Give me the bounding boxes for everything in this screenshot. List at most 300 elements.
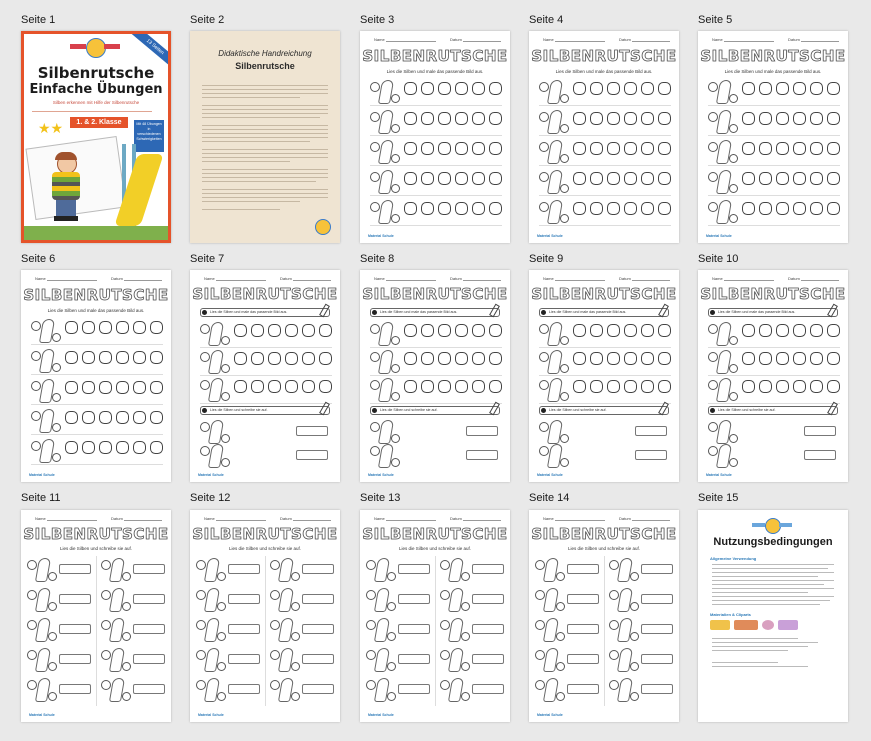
cover-tagline: Silben erkennen mit Hilfe der Silbenrutsche [52, 100, 140, 105]
picture-option-icon[interactable] [624, 352, 637, 365]
write-line[interactable] [472, 624, 504, 634]
write-line[interactable] [472, 564, 504, 574]
page-thumbnail-12[interactable] [190, 510, 340, 722]
write-line[interactable] [133, 564, 165, 574]
picture-option-icon[interactable] [150, 381, 163, 394]
write-line[interactable] [302, 624, 334, 634]
picture-option-icon[interactable] [82, 441, 95, 454]
task-bar [370, 308, 500, 317]
picture-option-icon[interactable] [472, 142, 485, 155]
picture-option-icon[interactable] [285, 352, 298, 365]
picture-option-icon[interactable] [319, 352, 332, 365]
picture-option-icon[interactable] [573, 202, 586, 215]
write-line[interactable] [567, 624, 599, 634]
syllable-circle [391, 124, 400, 133]
picture-option-icon[interactable] [133, 351, 146, 364]
page-thumbnail-5[interactable] [698, 31, 848, 243]
picture-option-icon[interactable] [302, 380, 315, 393]
picture-option-icon[interactable] [302, 324, 315, 337]
picture-option-icon[interactable] [455, 172, 468, 185]
picture-option-icon[interactable] [421, 142, 434, 155]
picture-option-icon[interactable] [793, 82, 806, 95]
syllable-row [539, 108, 671, 136]
page-thumbnail-6[interactable] [21, 270, 171, 482]
picture-option-icon[interactable] [641, 82, 654, 95]
write-line[interactable] [59, 594, 91, 604]
picture-option-icon[interactable] [607, 202, 620, 215]
write-line[interactable] [641, 654, 673, 664]
picture-option-icon[interactable] [607, 380, 620, 393]
picture-option-icon[interactable] [150, 441, 163, 454]
picture-option-icon[interactable] [742, 172, 755, 185]
picture-option-icon[interactable] [590, 172, 603, 185]
write-line[interactable] [59, 564, 91, 574]
picture-option-icon[interactable] [827, 380, 840, 393]
picture-option-icon[interactable] [65, 381, 78, 394]
picture-option-icon[interactable] [65, 441, 78, 454]
picture-option-icon[interactable] [421, 380, 434, 393]
picture-option-icon[interactable] [827, 324, 840, 337]
picture-option-icon[interactable] [658, 202, 671, 215]
write-row [535, 556, 601, 584]
picture-option-icon[interactable] [624, 112, 637, 125]
picture-option-icon[interactable] [472, 82, 485, 95]
picture-option-icon[interactable] [65, 411, 78, 424]
write-line[interactable] [804, 426, 836, 436]
picture-option-icon[interactable] [742, 202, 755, 215]
picture-option-icon[interactable] [776, 380, 789, 393]
picture-option-icon[interactable] [590, 380, 603, 393]
picture-option-icon[interactable] [590, 142, 603, 155]
syllable-circle [539, 82, 549, 92]
picture-option-icon[interactable] [742, 324, 755, 337]
picture-option-icon[interactable] [455, 324, 468, 337]
picture-option-icon[interactable] [827, 142, 840, 155]
picture-option-icon[interactable] [99, 321, 112, 334]
picture-option-icon[interactable] [421, 324, 434, 337]
syllable-circle [122, 602, 131, 611]
picture-option-icon[interactable] [759, 380, 772, 393]
picture-option-icon[interactable] [590, 324, 603, 337]
picture-option-icon[interactable] [268, 380, 281, 393]
picture-option-icon[interactable] [658, 380, 671, 393]
picture-option-icon[interactable] [810, 172, 823, 185]
picture-option-icon[interactable] [759, 202, 772, 215]
picture-options [404, 172, 502, 188]
write-line[interactable] [466, 426, 498, 436]
picture-option-icon[interactable] [793, 112, 806, 125]
picture-option-icon[interactable] [251, 324, 264, 337]
picture-option-icon[interactable] [658, 82, 671, 95]
picture-option-icon[interactable] [404, 352, 417, 365]
picture-option-icon[interactable] [590, 112, 603, 125]
picture-option-icon[interactable] [455, 142, 468, 155]
picture-option-icon[interactable] [489, 352, 502, 365]
picture-option-icon[interactable] [607, 352, 620, 365]
picture-option-icon[interactable] [438, 352, 451, 365]
picture-option-icon[interactable] [99, 351, 112, 364]
write-line[interactable] [398, 564, 430, 574]
picture-option-icon[interactable] [234, 324, 247, 337]
syllable-row [539, 78, 671, 106]
picture-option-icon[interactable] [319, 380, 332, 393]
page-label: Seite 3 [360, 14, 395, 26]
write-line[interactable] [228, 624, 260, 634]
picture-option-icon[interactable] [65, 321, 78, 334]
picture-option-icon[interactable] [99, 381, 112, 394]
picture-option-icon[interactable] [133, 441, 146, 454]
picture-option-icon[interactable] [776, 352, 789, 365]
picture-option-icon[interactable] [573, 352, 586, 365]
picture-option-icon[interactable] [404, 172, 417, 185]
picture-option-icon[interactable] [742, 352, 755, 365]
write-line[interactable] [398, 654, 430, 664]
picture-option-icon[interactable] [99, 441, 112, 454]
picture-option-icon[interactable] [133, 321, 146, 334]
write-line[interactable] [466, 450, 498, 460]
page-thumbnail-15[interactable] [698, 510, 848, 722]
picture-option-icon[interactable] [573, 380, 586, 393]
page-thumbnail-8[interactable] [360, 270, 510, 482]
write-line[interactable] [296, 426, 328, 436]
page-thumbnail-4[interactable] [529, 31, 679, 243]
picture-option-icon[interactable] [624, 142, 637, 155]
picture-option-icon[interactable] [827, 202, 840, 215]
page-label: Seite 6 [21, 253, 56, 265]
syllable-circle [31, 321, 41, 331]
picture-option-icon[interactable] [573, 172, 586, 185]
picture-option-icon[interactable] [472, 202, 485, 215]
write-line[interactable] [472, 684, 504, 694]
write-line[interactable] [472, 594, 504, 604]
picture-option-icon[interactable] [810, 82, 823, 95]
picture-option-icon[interactable] [489, 380, 502, 393]
picture-option-icon[interactable] [759, 112, 772, 125]
picture-option-icon[interactable] [438, 112, 451, 125]
picture-option-icon[interactable] [116, 321, 129, 334]
picture-option-icon[interactable] [641, 352, 654, 365]
picture-option-icon[interactable] [641, 142, 654, 155]
write-line[interactable] [228, 654, 260, 664]
picture-option-icon[interactable] [658, 352, 671, 365]
write-line[interactable] [641, 564, 673, 574]
picture-option-icon[interactable] [776, 202, 789, 215]
picture-option-icon[interactable] [472, 380, 485, 393]
picture-option-icon[interactable] [607, 82, 620, 95]
picture-option-icon[interactable] [759, 324, 772, 337]
picture-option-icon[interactable] [489, 142, 502, 155]
write-line[interactable] [641, 624, 673, 634]
syllable-circle [461, 692, 470, 701]
syllable-circle [200, 380, 210, 390]
syllable-circle [31, 411, 41, 421]
page-thumbnail-3[interactable] [360, 31, 510, 243]
write-line[interactable] [302, 654, 334, 664]
picture-option-icon[interactable] [607, 142, 620, 155]
picture-option-icon[interactable] [404, 380, 417, 393]
write-line[interactable] [641, 684, 673, 694]
page-thumbnail-14[interactable] [529, 510, 679, 722]
picture-option-icon[interactable] [82, 411, 95, 424]
picture-option-icon[interactable] [472, 324, 485, 337]
picture-option-icon[interactable] [82, 351, 95, 364]
picture-option-icon[interactable] [810, 352, 823, 365]
picture-option-icon[interactable] [438, 142, 451, 155]
picture-option-icon[interactable] [624, 324, 637, 337]
picture-option-icon[interactable] [742, 82, 755, 95]
picture-option-icon[interactable] [302, 352, 315, 365]
picture-option-icon[interactable] [489, 112, 502, 125]
picture-option-icon[interactable] [742, 142, 755, 155]
picture-option-icon[interactable] [827, 352, 840, 365]
picture-option-icon[interactable] [489, 172, 502, 185]
picture-options [65, 381, 163, 397]
picture-options [573, 172, 671, 188]
picture-option-icon[interactable] [319, 324, 332, 337]
picture-option-icon[interactable] [116, 411, 129, 424]
picture-option-icon[interactable] [641, 380, 654, 393]
picture-option-icon[interactable] [776, 82, 789, 95]
write-line[interactable] [398, 594, 430, 604]
picture-option-icon[interactable] [810, 142, 823, 155]
picture-option-icon[interactable] [455, 202, 468, 215]
picture-option-icon[interactable] [133, 381, 146, 394]
write-line[interactable] [228, 594, 260, 604]
picture-option-icon[interactable] [624, 202, 637, 215]
write-row [440, 676, 506, 704]
write-line[interactable] [133, 654, 165, 664]
picture-option-icon[interactable] [573, 112, 586, 125]
picture-option-icon[interactable] [590, 82, 603, 95]
write-row [609, 586, 675, 614]
syllable-row [708, 78, 840, 106]
picture-option-icon[interactable] [438, 82, 451, 95]
picture-option-icon[interactable] [641, 202, 654, 215]
syllable-circle [440, 650, 450, 660]
picture-option-icon[interactable] [116, 381, 129, 394]
picture-options [404, 142, 502, 158]
write-line[interactable] [567, 564, 599, 574]
date-label: Datum [788, 276, 800, 281]
write-line[interactable] [398, 624, 430, 634]
write-line[interactable] [59, 654, 91, 664]
picture-option-icon[interactable] [455, 82, 468, 95]
picture-option-icon[interactable] [133, 411, 146, 424]
picture-option-icon[interactable] [793, 352, 806, 365]
syllable-circle [221, 458, 230, 467]
write-line[interactable] [228, 684, 260, 694]
picture-option-icon[interactable] [793, 380, 806, 393]
syllable-circle [560, 392, 569, 401]
write-line[interactable] [567, 684, 599, 694]
picture-option-icon[interactable] [438, 172, 451, 185]
write-line[interactable] [804, 450, 836, 460]
picture-option-icon[interactable] [82, 381, 95, 394]
task-number-icon [372, 408, 377, 413]
write-line[interactable] [302, 564, 334, 574]
syllable-circle [535, 590, 545, 600]
picture-option-icon[interactable] [776, 324, 789, 337]
picture-option-icon[interactable] [234, 380, 247, 393]
name-date-header [198, 276, 332, 282]
picture-option-icon[interactable] [268, 352, 281, 365]
picture-option-icon[interactable] [268, 324, 281, 337]
page-thumbnail-2[interactable] [190, 31, 340, 243]
picture-option-icon[interactable] [793, 142, 806, 155]
picture-option-icon[interactable] [285, 380, 298, 393]
write-line[interactable] [133, 624, 165, 634]
picture-option-icon[interactable] [438, 380, 451, 393]
write-line[interactable] [133, 594, 165, 604]
page-thumbnail-11[interactable] [21, 510, 171, 722]
picture-option-icon[interactable] [455, 380, 468, 393]
picture-option-icon[interactable] [607, 112, 620, 125]
picture-option-icon[interactable] [438, 202, 451, 215]
picture-option-icon[interactable] [641, 112, 654, 125]
picture-option-icon[interactable] [827, 112, 840, 125]
picture-option-icon[interactable] [116, 441, 129, 454]
write-line[interactable] [228, 564, 260, 574]
picture-option-icon[interactable] [65, 351, 78, 364]
picture-option-icon[interactable] [472, 112, 485, 125]
write-line[interactable] [398, 684, 430, 694]
picture-option-icon[interactable] [742, 112, 755, 125]
syllable-row [370, 348, 502, 376]
write-line[interactable] [567, 594, 599, 604]
picture-option-icon[interactable] [624, 82, 637, 95]
picture-option-icon[interactable] [573, 324, 586, 337]
write-line[interactable] [567, 654, 599, 664]
picture-option-icon[interactable] [776, 142, 789, 155]
write-line[interactable] [472, 654, 504, 664]
picture-option-icon[interactable] [404, 142, 417, 155]
picture-option-icon[interactable] [810, 380, 823, 393]
picture-option-icon[interactable] [658, 142, 671, 155]
picture-option-icon[interactable] [251, 352, 264, 365]
picture-option-icon[interactable] [150, 411, 163, 424]
write-line[interactable] [302, 594, 334, 604]
picture-options [742, 112, 840, 128]
picture-option-icon[interactable] [404, 324, 417, 337]
picture-option-icon[interactable] [421, 352, 434, 365]
syllable-circle [270, 560, 280, 570]
picture-option-icon[interactable] [234, 352, 247, 365]
picture-option-icon[interactable] [472, 352, 485, 365]
syllable-circle [729, 392, 738, 401]
page-thumbnail-9[interactable] [529, 270, 679, 482]
page-thumbnail-13[interactable] [360, 510, 510, 722]
syllable-row [708, 320, 840, 348]
picture-option-icon[interactable] [810, 112, 823, 125]
picture-option-icon[interactable] [759, 82, 772, 95]
write-line[interactable] [59, 624, 91, 634]
write-row [370, 442, 500, 470]
picture-option-icon[interactable] [624, 380, 637, 393]
picture-option-icon[interactable] [472, 172, 485, 185]
picture-option-icon[interactable] [489, 324, 502, 337]
picture-option-icon[interactable] [285, 324, 298, 337]
write-line[interactable] [59, 684, 91, 694]
write-row [101, 676, 167, 704]
picture-option-icon[interactable] [759, 142, 772, 155]
name-label: Name [374, 516, 385, 521]
picture-option-icon[interactable] [573, 142, 586, 155]
picture-option-icon[interactable] [641, 324, 654, 337]
write-line[interactable] [635, 426, 667, 436]
picture-option-icon[interactable] [759, 172, 772, 185]
syllable-circle [708, 202, 718, 212]
picture-option-icon[interactable] [793, 202, 806, 215]
syllable-row [539, 198, 671, 226]
picture-option-icon[interactable] [455, 352, 468, 365]
picture-option-icon[interactable] [99, 411, 112, 424]
picture-option-icon[interactable] [624, 172, 637, 185]
picture-option-icon[interactable] [150, 351, 163, 364]
picture-option-icon[interactable] [641, 172, 654, 185]
picture-option-icon[interactable] [827, 172, 840, 185]
task-bar [708, 406, 838, 415]
picture-options [742, 172, 840, 188]
syllable-circle [370, 202, 380, 212]
picture-option-icon[interactable] [421, 172, 434, 185]
page-thumbnail-7[interactable] [190, 270, 340, 482]
picture-option-icon[interactable] [793, 324, 806, 337]
picture-option-icon[interactable] [251, 380, 264, 393]
picture-option-icon[interactable] [590, 352, 603, 365]
write-line[interactable] [641, 594, 673, 604]
picture-option-icon[interactable] [489, 82, 502, 95]
picture-option-icon[interactable] [404, 82, 417, 95]
page-thumbnail-1[interactable] [21, 31, 171, 243]
picture-option-icon[interactable] [810, 202, 823, 215]
picture-option-icon[interactable] [658, 112, 671, 125]
picture-option-icon[interactable] [776, 172, 789, 185]
picture-option-icon[interactable] [607, 172, 620, 185]
picture-option-icon[interactable] [421, 82, 434, 95]
picture-option-icon[interactable] [82, 321, 95, 334]
write-row [196, 646, 262, 674]
picture-option-icon[interactable] [116, 351, 129, 364]
picture-option-icon[interactable] [150, 321, 163, 334]
picture-option-icon[interactable] [404, 202, 417, 215]
write-line[interactable] [302, 684, 334, 694]
picture-option-icon[interactable] [590, 202, 603, 215]
picture-option-icon[interactable] [827, 82, 840, 95]
picture-option-icon[interactable] [607, 324, 620, 337]
picture-option-icon[interactable] [421, 112, 434, 125]
picture-option-icon[interactable] [438, 324, 451, 337]
picture-option-icon[interactable] [573, 82, 586, 95]
write-line[interactable] [296, 450, 328, 460]
page-thumbnail-10[interactable] [698, 270, 848, 482]
picture-option-icon[interactable] [421, 202, 434, 215]
picture-option-icon[interactable] [658, 324, 671, 337]
picture-option-icon[interactable] [404, 112, 417, 125]
picture-option-icon[interactable] [810, 324, 823, 337]
syllable-row [539, 320, 671, 348]
picture-option-icon[interactable] [489, 202, 502, 215]
picture-option-icon[interactable] [742, 380, 755, 393]
picture-option-icon[interactable] [658, 172, 671, 185]
write-line[interactable] [133, 684, 165, 694]
picture-option-icon[interactable] [793, 172, 806, 185]
write-line[interactable] [635, 450, 667, 460]
picture-option-icon[interactable] [776, 112, 789, 125]
picture-option-icon[interactable] [455, 112, 468, 125]
syllable-circle [630, 662, 639, 671]
page-label: Seite 14 [529, 492, 570, 504]
picture-option-icon[interactable] [759, 352, 772, 365]
